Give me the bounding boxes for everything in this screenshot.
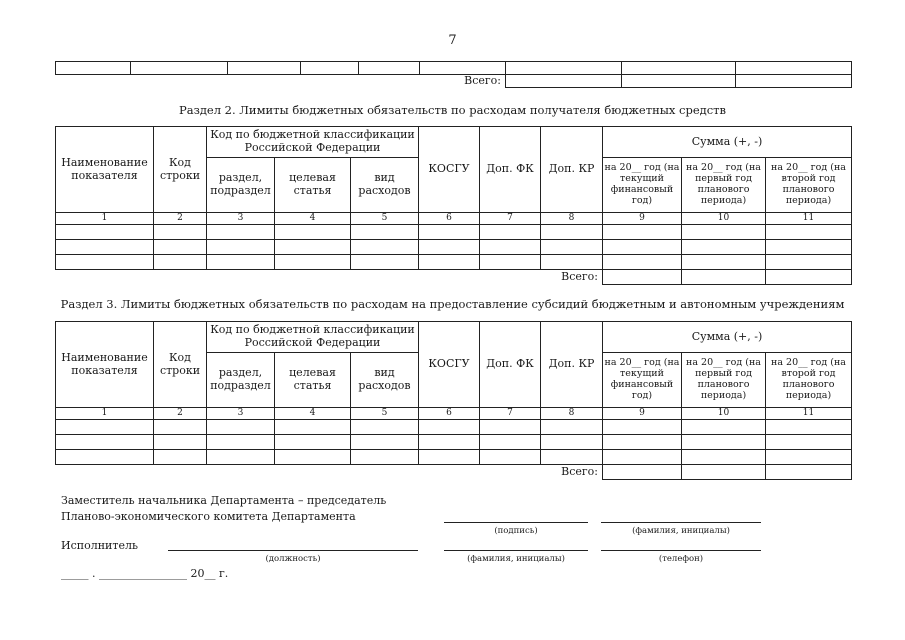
date-line: _____ . ________________ 20__ г. [61,567,229,580]
header-name: Наименование показателя [56,127,154,213]
caption-fio: (фамилия, инициалы) [632,526,730,536]
phone-line [601,550,761,551]
executor-label: Исполнитель [61,539,138,552]
col-num: 9 [603,213,682,225]
name-line [601,522,761,523]
table-row [56,435,852,450]
col-num: 5 [351,408,419,420]
header-dop-kr: Доп. КР [541,127,603,213]
col-num: 3 [207,408,275,420]
col-num: 10 [682,408,766,420]
deputy-title-line1: Заместитель начальника Департамента – председатель [61,494,387,507]
total-label: Всего: [420,75,506,88]
caption-dolzhnost: (должность) [265,554,321,564]
header-summa: Сумма (+, -) [603,127,852,158]
top-continuation-table [55,61,852,88]
header-year3: на 20__ год (на второй год планового периода) [766,353,852,408]
col-num: 5 [351,213,419,225]
table-row [56,240,852,255]
table-row [56,62,852,75]
header-razdel: раздел, подраздел [207,353,275,408]
header-name: Наименование показателя [56,322,154,408]
table-row [56,255,852,270]
col-num: 1 [56,213,154,225]
header-dop-kr: Доп. КР [541,322,603,408]
total-row [56,75,852,88]
column-numbers-row [56,213,852,225]
col-num: 11 [766,213,852,225]
deputy-title-line2: Планово-экономического комитета Департамента [61,510,356,523]
total-label: Всего: [56,465,603,480]
header-celevaya: целевая статья [275,158,351,213]
section2-title: Раздел 2. Лимиты бюджетных обязательств по расходам получателя бюджетных средств [178,103,727,117]
header-summa: Сумма (+, -) [603,322,852,353]
total-row [56,465,852,480]
header-kosgu: КОСГУ [419,127,480,213]
col-num: 4 [275,408,351,420]
col-num: 2 [154,408,207,420]
col-num: 8 [541,408,603,420]
col-num: 9 [603,408,682,420]
total-row [56,270,852,285]
table-row [56,450,852,465]
header-year3: на 20__ год (на второй год планового периода) [766,158,852,213]
table-row [56,225,852,240]
header-bk-code: Код по бюджетной классификации Российской Федерации [207,127,419,158]
caption-podpis: (подпись) [494,526,538,536]
header-code-row: Код строки [154,127,207,213]
executor-name-line [444,550,588,551]
header-year1: на 20__ год (на текущий финансовый год) [603,353,682,408]
col-num: 3 [207,213,275,225]
header-kosgu: КОСГУ [419,322,480,408]
header-year2: на 20__ год (на первый год планового периода) [682,353,766,408]
header-year2: на 20__ год (на первый год планового периода) [682,158,766,213]
page-number: 7 [448,33,457,48]
col-num: 1 [56,408,154,420]
header-vid: вид расходов [351,158,419,213]
col-num: 7 [480,213,541,225]
col-num: 11 [766,408,852,420]
col-num: 6 [419,408,480,420]
header-code-row: Код строки [154,322,207,408]
col-num: 6 [419,213,480,225]
header-celevaya: целевая статья [275,353,351,408]
header-bk-code: Код по бюджетной классификации Российской Федерации [207,322,419,353]
header-razdel: раздел, подраздел [207,158,275,213]
section3-table [55,321,852,480]
col-num: 8 [541,213,603,225]
col-num: 2 [154,213,207,225]
table-row [56,420,852,435]
col-num: 7 [480,408,541,420]
position-line [168,550,418,551]
col-num: 10 [682,213,766,225]
caption-fio2: (фамилия, инициалы) [467,554,565,564]
signature-line [444,522,588,523]
col-num: 4 [275,213,351,225]
total-label: Всего: [56,270,603,285]
caption-phone: (телефон) [658,554,704,564]
header-vid: вид расходов [351,353,419,408]
header-dop-fk: Доп. ФК [480,322,541,408]
header-dop-fk: Доп. ФК [480,127,541,213]
section2-table [55,126,852,285]
column-numbers-row [56,408,852,420]
header-year1: на 20__ год (на текущий финансовый год) [603,158,682,213]
section3-title: Раздел 3. Лимиты бюджетных обязательств по расходам на предоставление субсидий бюджетным и автономным учреждениям [60,297,845,311]
